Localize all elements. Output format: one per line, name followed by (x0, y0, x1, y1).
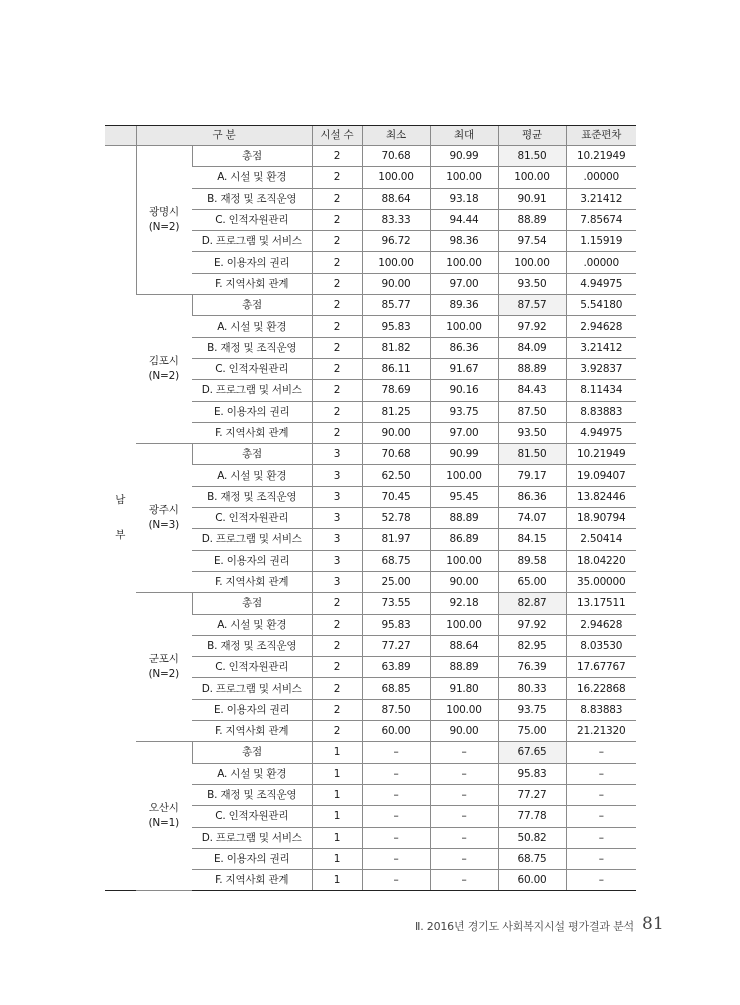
cell-min: – (362, 763, 430, 784)
cell-avg: 81.50 (498, 444, 566, 465)
item-label: E. 이용자의 권리 (192, 252, 312, 273)
cell-avg: 86.36 (498, 486, 566, 507)
cell-sd: 10.21949 (566, 146, 636, 167)
cell-max: 93.75 (430, 401, 498, 422)
cell-sd: 10.21949 (566, 444, 636, 465)
cell-min: 87.50 (362, 699, 430, 720)
cell-avg: 50.82 (498, 827, 566, 848)
cell-count: 2 (312, 252, 362, 273)
item-label: A. 시설 및 환경 (192, 614, 312, 635)
item-label: A. 시설 및 환경 (192, 465, 312, 486)
cell-min: 96.72 (362, 231, 430, 252)
cell-count: 3 (312, 571, 362, 592)
cell-max: – (430, 784, 498, 805)
cell-max: 86.89 (430, 529, 498, 550)
cell-min: 90.00 (362, 422, 430, 443)
table-row (105, 742, 636, 763)
item-label: F. 지역사회 관계 (192, 721, 312, 742)
cell-sd: 8.11434 (566, 380, 636, 401)
cell-max: 91.80 (430, 678, 498, 699)
cell-max: 86.36 (430, 337, 498, 358)
cell-min: 95.83 (362, 614, 430, 635)
cell-max: 90.00 (430, 571, 498, 592)
cell-count: 2 (312, 188, 362, 209)
cell-sd: 19.09407 (566, 465, 636, 486)
item-label: B. 재정 및 조직운영 (192, 188, 312, 209)
item-label: C. 인적자원관리 (192, 358, 312, 379)
item-label: D. 프로그램 및 서비스 (192, 380, 312, 401)
cell-max: 100.00 (430, 316, 498, 337)
cell-avg: 76.39 (498, 657, 566, 678)
cell-count: 2 (312, 678, 362, 699)
item-label: E. 이용자의 권리 (192, 848, 312, 869)
cell-count: 3 (312, 444, 362, 465)
cell-min: – (362, 848, 430, 869)
cell-min: – (362, 742, 430, 763)
cell-count: 1 (312, 784, 362, 805)
cell-avg: 87.50 (498, 401, 566, 422)
cell-sd: .00000 (566, 167, 636, 188)
item-label: F. 지역사회 관계 (192, 273, 312, 294)
item-label: E. 이용자의 권리 (192, 550, 312, 571)
item-label: 총점 (192, 444, 312, 465)
cell-avg: 82.95 (498, 635, 566, 656)
item-label: D. 프로그램 및 서비스 (192, 529, 312, 550)
cell-max: 92.18 (430, 593, 498, 614)
city-name: 군포시 (148, 653, 179, 666)
cell-max: 100.00 (430, 699, 498, 720)
item-label: 총점 (192, 295, 312, 316)
cell-max: 95.45 (430, 486, 498, 507)
city-name: 광주시 (148, 504, 179, 517)
cell-avg: 89.58 (498, 550, 566, 571)
cell-count: 3 (312, 486, 362, 507)
item-label: B. 재정 및 조직운영 (192, 635, 312, 656)
cell-count: 1 (312, 763, 362, 784)
cell-min: – (362, 870, 430, 891)
cell-avg: 77.27 (498, 784, 566, 805)
cell-sd: 18.04220 (566, 550, 636, 571)
cell-count: 2 (312, 273, 362, 294)
cell-sd: 16.22868 (566, 678, 636, 699)
table-row (105, 444, 636, 465)
stats-table (105, 125, 636, 891)
cell-min: 62.50 (362, 465, 430, 486)
cell-sd: – (566, 742, 636, 763)
cell-avg: 97.92 (498, 614, 566, 635)
cell-max: 100.00 (430, 252, 498, 273)
cell-sd: – (566, 763, 636, 784)
cell-sd: .00000 (566, 252, 636, 273)
header-min: 최소 (362, 126, 430, 146)
cell-max: 94.44 (430, 209, 498, 230)
cell-avg: 87.57 (498, 295, 566, 316)
cell-sd: 4.94975 (566, 422, 636, 443)
item-label: B. 재정 및 조직운영 (192, 337, 312, 358)
table-header-row (105, 126, 636, 146)
cell-min: 86.11 (362, 358, 430, 379)
item-label: C. 인적자원관리 (192, 657, 312, 678)
cell-avg: 95.83 (498, 763, 566, 784)
cell-max: 97.00 (430, 273, 498, 294)
city-name: 광명시 (149, 206, 179, 219)
cell-max: 89.36 (430, 295, 498, 316)
cell-min: 90.00 (362, 273, 430, 294)
item-label: C. 인적자원관리 (192, 209, 312, 230)
cell-min: 68.75 (362, 550, 430, 571)
cell-avg: 97.92 (498, 316, 566, 337)
cell-avg: 84.15 (498, 529, 566, 550)
cell-count: 2 (312, 209, 362, 230)
cell-count: 1 (312, 827, 362, 848)
cell-max: 91.67 (430, 358, 498, 379)
cell-count: 3 (312, 508, 362, 529)
cell-max: – (430, 763, 498, 784)
cell-sd: 2.50414 (566, 529, 636, 550)
cell-sd: 5.54180 (566, 295, 636, 316)
cell-max: 100.00 (430, 550, 498, 571)
cell-max: – (430, 870, 498, 891)
header-max: 최대 (430, 126, 498, 146)
cell-count: 1 (312, 870, 362, 891)
cell-max: 90.99 (430, 444, 498, 465)
cell-min: 83.33 (362, 209, 430, 230)
item-label: 총점 (192, 593, 312, 614)
item-label: E. 이용자의 권리 (192, 401, 312, 422)
table-row (105, 146, 636, 167)
item-label: A. 시설 및 환경 (192, 316, 312, 337)
cell-avg: 88.89 (498, 209, 566, 230)
cell-avg: 100.00 (498, 252, 566, 273)
header-count: 시설 수 (312, 126, 362, 146)
item-label: B. 재정 및 조직운영 (192, 486, 312, 507)
cell-count: 2 (312, 337, 362, 358)
cell-avg: 84.09 (498, 337, 566, 358)
cell-count: 1 (312, 742, 362, 763)
cell-max: 100.00 (430, 167, 498, 188)
item-label: F. 지역사회 관계 (192, 870, 312, 891)
cell-max: 88.89 (430, 657, 498, 678)
item-label: C. 인적자원관리 (192, 508, 312, 529)
cell-count: 3 (312, 465, 362, 486)
cell-avg: 100.00 (498, 167, 566, 188)
cell-count: 2 (312, 358, 362, 379)
cell-avg: 93.50 (498, 422, 566, 443)
table-body (105, 146, 636, 891)
header-category: 구 분 (136, 126, 312, 146)
item-label: D. 프로그램 및 서비스 (192, 231, 312, 252)
cell-avg: 93.75 (498, 699, 566, 720)
cell-count: 1 (312, 806, 362, 827)
cell-sd: – (566, 870, 636, 891)
header-blank (105, 126, 136, 146)
cell-sd: 8.83883 (566, 401, 636, 422)
cell-min: 81.25 (362, 401, 430, 422)
cell-avg: 82.87 (498, 593, 566, 614)
item-label: 총점 (192, 146, 312, 167)
cell-min: 88.64 (362, 188, 430, 209)
cell-count: 2 (312, 635, 362, 656)
cell-avg: 81.50 (498, 146, 566, 167)
cell-avg: 79.17 (498, 465, 566, 486)
item-label: B. 재정 및 조직운영 (192, 784, 312, 805)
page-footer: Ⅱ. 2016년 경기도 사회복지시설 평가결과 분석 (414, 920, 634, 933)
cell-count: 2 (312, 657, 362, 678)
cell-min: 100.00 (362, 252, 430, 273)
cell-sd: 7.85674 (566, 209, 636, 230)
cell-min: 63.89 (362, 657, 430, 678)
cell-sd: 18.90794 (566, 508, 636, 529)
cell-min: 100.00 (362, 167, 430, 188)
city-cell (136, 593, 192, 742)
cell-sd: 3.21412 (566, 188, 636, 209)
cell-avg: 90.91 (498, 188, 566, 209)
cell-sd: 4.94975 (566, 273, 636, 294)
cell-min: 25.00 (362, 571, 430, 592)
cell-count: 2 (312, 146, 362, 167)
cell-avg: 67.65 (498, 742, 566, 763)
cell-avg: 68.75 (498, 848, 566, 869)
cell-min: 95.83 (362, 316, 430, 337)
cell-count: 2 (312, 380, 362, 401)
item-label: 총점 (192, 742, 312, 763)
region-cell (105, 146, 136, 891)
city-count: (N=2) (148, 370, 180, 383)
cell-max: 97.00 (430, 422, 498, 443)
table-row (105, 593, 636, 614)
cell-count: 2 (312, 316, 362, 337)
region-label: 남 (115, 494, 126, 507)
cell-avg: 84.43 (498, 380, 566, 401)
cell-count: 2 (312, 167, 362, 188)
cell-sd: 2.94628 (566, 316, 636, 337)
cell-count: 2 (312, 231, 362, 252)
cell-avg: 75.00 (498, 721, 566, 742)
cell-sd: 3.92837 (566, 358, 636, 379)
cell-sd: 21.21320 (566, 721, 636, 742)
cell-min: 73.55 (362, 593, 430, 614)
item-label: A. 시설 및 환경 (192, 167, 312, 188)
cell-min: 70.68 (362, 146, 430, 167)
city-name: 김포시 (148, 355, 179, 368)
cell-avg: 97.54 (498, 231, 566, 252)
cell-sd: 17.67767 (566, 657, 636, 678)
cell-min: 52.78 (362, 508, 430, 529)
region-label: 부 (115, 529, 126, 542)
cell-min: – (362, 827, 430, 848)
cell-sd: – (566, 827, 636, 848)
cell-min: 70.68 (362, 444, 430, 465)
city-name: 오산시 (148, 802, 179, 815)
cell-max: – (430, 848, 498, 869)
cell-avg: 65.00 (498, 571, 566, 592)
cell-max: 100.00 (430, 465, 498, 486)
cell-max: 93.18 (430, 188, 498, 209)
cell-count: 1 (312, 848, 362, 869)
cell-sd: – (566, 848, 636, 869)
cell-avg: 80.33 (498, 678, 566, 699)
cell-sd: 13.17511 (566, 593, 636, 614)
city-cell (136, 295, 192, 444)
cell-sd: – (566, 784, 636, 805)
item-label: D. 프로그램 및 서비스 (192, 827, 312, 848)
cell-min: 70.45 (362, 486, 430, 507)
cell-max: – (430, 827, 498, 848)
cell-count: 2 (312, 401, 362, 422)
cell-sd: 8.03530 (566, 635, 636, 656)
cell-avg: 93.50 (498, 273, 566, 294)
city-count: (N=2) (148, 668, 180, 681)
cell-max: 88.89 (430, 508, 498, 529)
cell-count: 2 (312, 699, 362, 720)
item-label: E. 이용자의 권리 (192, 699, 312, 720)
cell-count: 2 (312, 422, 362, 443)
table-row (105, 295, 636, 316)
city-count: (N=3) (148, 519, 180, 532)
cell-min: 78.69 (362, 380, 430, 401)
cell-max: – (430, 806, 498, 827)
cell-avg: 88.89 (498, 358, 566, 379)
cell-min: 60.00 (362, 721, 430, 742)
cell-min: 81.82 (362, 337, 430, 358)
city-cell (136, 146, 192, 295)
cell-min: 85.77 (362, 295, 430, 316)
item-label: D. 프로그램 및 서비스 (192, 678, 312, 699)
city-cell (136, 444, 192, 593)
cell-count: 2 (312, 593, 362, 614)
cell-sd: 13.82446 (566, 486, 636, 507)
cell-sd: 2.94628 (566, 614, 636, 635)
cell-min: – (362, 806, 430, 827)
cell-min: 77.27 (362, 635, 430, 656)
item-label: F. 지역사회 관계 (192, 422, 312, 443)
city-count: (N=2) (148, 221, 180, 234)
item-label: A. 시설 및 환경 (192, 763, 312, 784)
header-avg: 평균 (498, 126, 566, 146)
cell-min: 68.85 (362, 678, 430, 699)
cell-sd: 3.21412 (566, 337, 636, 358)
cell-sd: 8.83883 (566, 699, 636, 720)
cell-avg: 77.78 (498, 806, 566, 827)
cell-sd: – (566, 806, 636, 827)
item-label: C. 인적자원관리 (192, 806, 312, 827)
cell-sd: 35.00000 (566, 571, 636, 592)
cell-avg: 74.07 (498, 508, 566, 529)
cell-max: – (430, 742, 498, 763)
cell-count: 2 (312, 295, 362, 316)
item-label: F. 지역사회 관계 (192, 571, 312, 592)
cell-count: 2 (312, 614, 362, 635)
page-number: 81 (642, 914, 664, 934)
cell-min: – (362, 784, 430, 805)
cell-max: 100.00 (430, 614, 498, 635)
cell-max: 90.99 (430, 146, 498, 167)
cell-count: 2 (312, 721, 362, 742)
header-sd: 표준편차 (566, 126, 636, 146)
cell-max: 90.00 (430, 721, 498, 742)
cell-max: 98.36 (430, 231, 498, 252)
city-cell (136, 742, 192, 891)
cell-count: 3 (312, 550, 362, 571)
cell-avg: 60.00 (498, 870, 566, 891)
cell-min: 81.97 (362, 529, 430, 550)
cell-count: 3 (312, 529, 362, 550)
cell-max: 90.16 (430, 380, 498, 401)
cell-sd: 1.15919 (566, 231, 636, 252)
cell-max: 88.64 (430, 635, 498, 656)
city-count: (N=1) (148, 817, 180, 830)
